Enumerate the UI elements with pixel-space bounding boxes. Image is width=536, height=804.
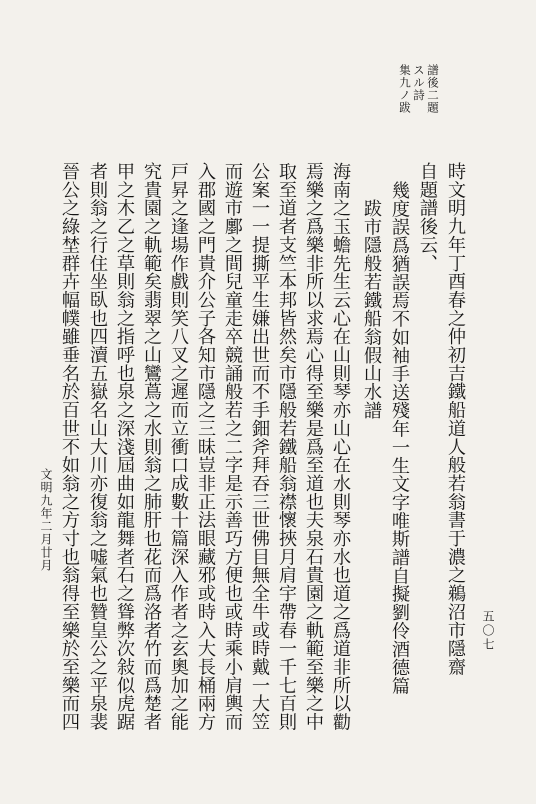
header-note: スル詩 [412,64,426,102]
header-note: 集九ノ跋 [398,64,412,114]
text-line: 時文明九年丁酉春之仲初吉鐵船道人般若翁書于濃之鵜沼市隱齋 [445,162,466,676]
text-line: 者則翁之行住坐臥也四瀆五嶽名山大川亦復翁之嘘氣也贊皇公之平泉裴 [87,162,108,731]
text-line: 晉公之綠埜群卉幅幞雖垂名於百世不如翁之方寸也翁得至樂於至樂而四 [59,162,80,731]
text-line: 戸昇之逢場作戲則笑八叉之遲而立衝口成數十篇深入作者之玄奧加之能 [168,162,189,731]
text-line: 入郡國之門貴介公子各知市隱之三昧豈非正法眼藏邪或時入大長桶兩方 [195,162,216,731]
text-line: 跋市隱般若鐵船翁假山水譜 [361,199,382,420]
footer-date: 文明九年二月廿月 [39,468,53,572]
text-line: 公案一一提撕平生嫌出世而不手鈿斧拜吞三世佛目無全牛或時戴一大笠 [249,162,270,731]
text-line: 究貴園之軌範矣翡翠之山鸞蔦之水則翁之肺肝也花而爲洛者竹而爲楚者 [141,162,162,731]
text-line: 海南之玉蟾先生云心在山則琴亦山心在水則琴亦水也道之爲道非所以勸 [330,162,351,731]
text-line: 而遊市鄽之間兒童走卒競誦般若之二字是示善巧方便也或時乘小肩輿而 [222,162,243,731]
text-line: 幾度誤爲猶誤焉不如袖手送殘年一生文字唯斯譜自擬劉伶酒德篇 [389,181,410,695]
text-line: 自題譜後云、 [417,162,438,273]
header-note: 譜後二題 [426,64,440,114]
text-line: 甲之木乙之草則翁之指呼也泉之深淺屆曲如龍舞者石之聳弊次敍似虎踞 [114,162,135,731]
text-line: 焉樂之爲樂非所以求焉心得至樂是爲至道也夫泉石貴園之軌範至樂之中 [303,162,324,731]
text-line: 取至道者支竺本邦皆然矣市隱般若鐵船翁襟懷挾月肩宇帶春一千七百則 [276,162,297,731]
page-number: 五〇七 [481,610,495,652]
